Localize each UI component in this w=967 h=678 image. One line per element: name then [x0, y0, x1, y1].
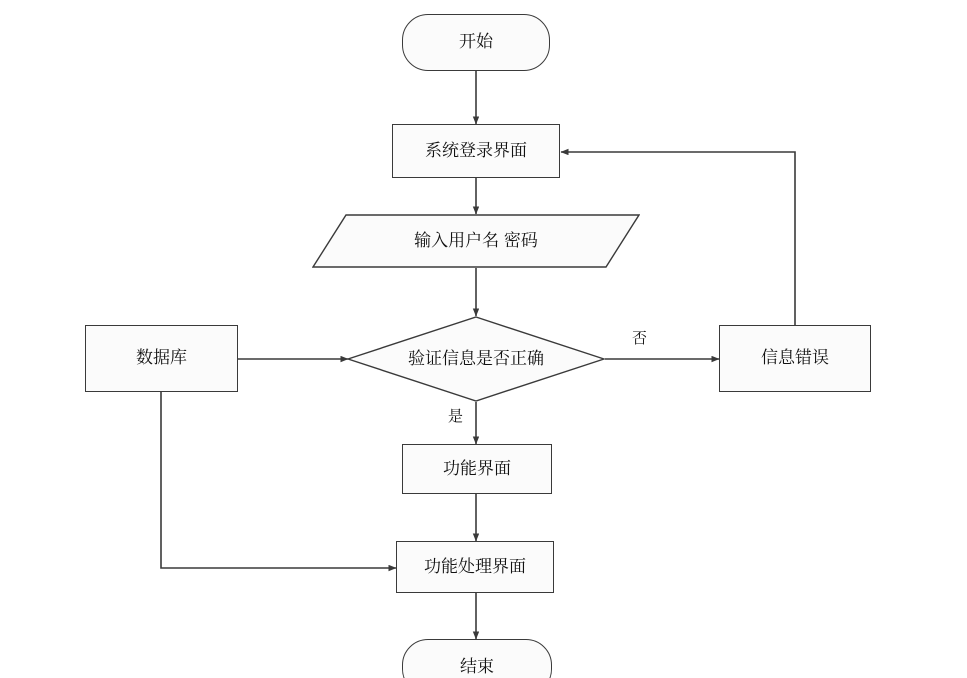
node-function-ui-label: 功能界面 — [443, 458, 511, 478]
node-login-ui — [392, 124, 560, 178]
node-end — [402, 639, 552, 678]
node-input-credentials-label: 输入用户名 密码 — [414, 230, 538, 250]
node-function-process-ui-label: 功能处理界面 — [424, 556, 526, 576]
node-function-process-ui — [396, 541, 554, 593]
node-input-credentials — [312, 214, 640, 268]
node-error — [719, 325, 871, 392]
node-database-label: 数据库 — [136, 348, 187, 368]
node-end-label: 结束 — [460, 656, 494, 676]
edge-label-no: 否 — [632, 330, 648, 347]
node-login-ui-label: 系统登录界面 — [425, 140, 527, 160]
node-start — [402, 14, 550, 71]
node-error-label: 信息错误 — [761, 348, 829, 368]
node-function-ui — [402, 444, 552, 494]
edge-label-yes: 是 — [448, 408, 464, 425]
node-start-label: 开始 — [459, 32, 493, 52]
node-verify-decision-label: 验证信息是否正确 — [408, 348, 544, 368]
node-database — [85, 325, 238, 392]
node-verify-decision — [347, 316, 605, 402]
